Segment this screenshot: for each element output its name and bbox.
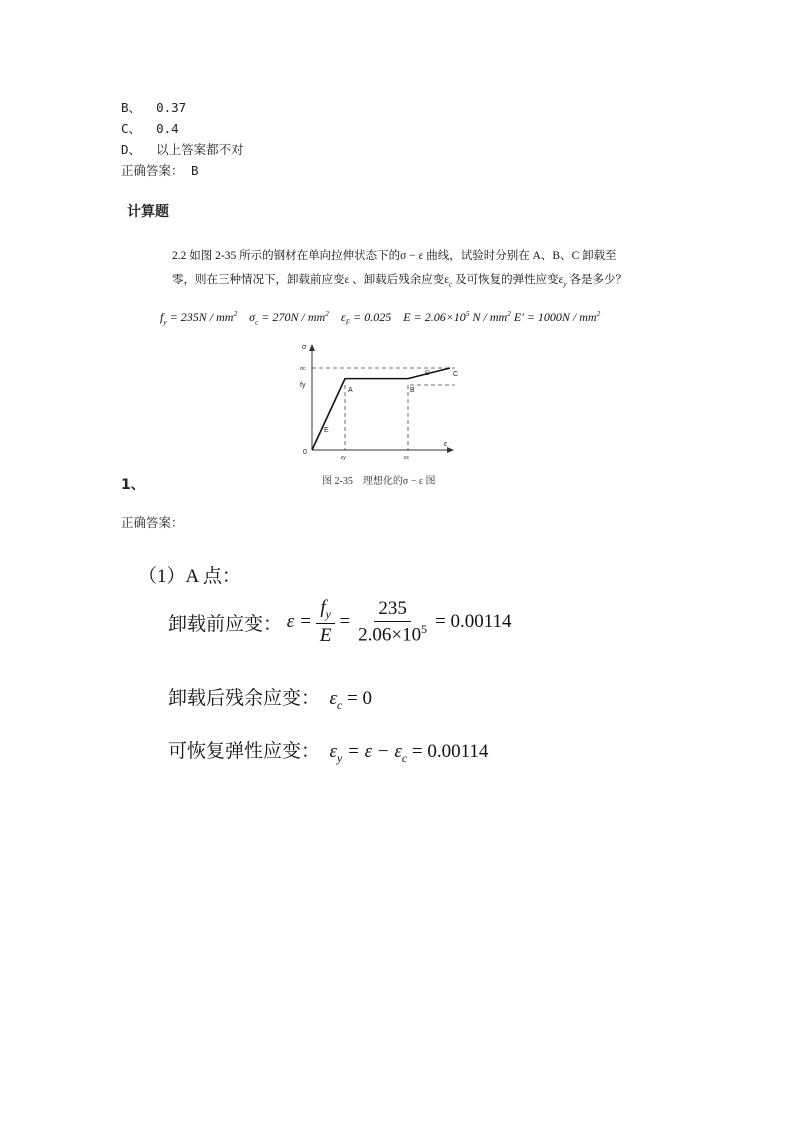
option-d — [121, 140, 244, 158]
fy-tick: fy — [300, 382, 306, 389]
fy-sup: 2 — [233, 309, 238, 318]
ef-param — [340, 310, 392, 327]
e-sup: 5 — [465, 309, 470, 318]
epsilon-symbol: ε = — [282, 611, 312, 633]
sub-y: y — [563, 280, 567, 289]
solution-heading: （1）A 点： — [138, 566, 241, 587]
epsilon-expression: $\varepsilon_y = \varepsilon - \varepsilon_c$ — [324, 741, 408, 765]
fy-sub: y — [163, 317, 167, 327]
option-b — [121, 98, 186, 116]
problem-line-2 — [172, 271, 627, 288]
solution-row-1 — [168, 598, 512, 647]
figure-caption: 图 2-35 理想化的σ − ε 图 — [322, 476, 436, 487]
solution-row-2 — [168, 683, 372, 713]
sc-symbol: σ — [249, 310, 256, 324]
sub-c: c — [449, 280, 453, 289]
e-unit: N / mm — [469, 310, 508, 324]
point-c-label: C — [453, 371, 459, 378]
y-arrow — [309, 344, 315, 351]
point-b-label: B — [410, 387, 415, 394]
modulus-e2-label: E' — [425, 371, 431, 377]
eps-b-tick: εs — [404, 455, 409, 461]
option-letter: C、 — [121, 121, 142, 136]
option-value: 以上答案都不对 — [156, 142, 244, 157]
correct-answer-value: B — [191, 163, 199, 178]
ef-symbol: ε — [340, 310, 346, 324]
parameters-line — [160, 309, 600, 326]
option-c — [121, 119, 179, 137]
sc-value: = 270N / mm — [258, 310, 326, 324]
y-axis-label: σ — [302, 344, 307, 351]
fy-value: = 235N / mm — [166, 310, 234, 324]
option-value: 0.4 — [156, 121, 179, 136]
e2-param — [514, 310, 600, 324]
fy-over-e-fraction — [316, 598, 336, 647]
x-arrow — [447, 447, 454, 453]
sc-param — [249, 309, 329, 327]
problem-line-2-mid: 及可恢复的弹性应变ε — [452, 274, 564, 286]
sigma-c-tick: σc — [300, 366, 306, 372]
equals-sign: = — [339, 611, 351, 633]
sc-sup: 2 — [325, 309, 329, 318]
x-axis-label: ε — [444, 441, 448, 448]
fy-param — [160, 309, 238, 327]
ef-value: = 0.025 — [350, 310, 392, 324]
option-letter: B、 — [121, 100, 142, 115]
correct-answer-label-2: 正确答案： — [121, 515, 184, 530]
correct-answer-line — [121, 161, 199, 179]
denominator-base: 2.06×10 — [358, 623, 422, 645]
modulus-e-label: E — [324, 427, 329, 434]
row3-result: = 0.00114 — [407, 741, 489, 762]
fraction-numerator: $f_y$ — [316, 598, 335, 624]
e-value: E = 2.06×10 — [403, 310, 466, 324]
numeric-denominator — [354, 622, 431, 646]
e-unit-sup: 2 — [507, 309, 511, 318]
row1-result: = 0.00114 — [435, 611, 512, 633]
row2-label: 卸载后残余应变： — [168, 688, 321, 709]
e2-value: E' = 1000N / mm — [513, 310, 597, 324]
question-number: 1、 — [121, 477, 145, 493]
fy-symbol: f — [160, 310, 164, 324]
row2-result: = 0 — [342, 688, 372, 709]
problem-line-2-text: 零，则在三种情况下，卸载前应变ε 、卸载后残余应变ε — [172, 274, 450, 286]
section-title: 计算题 — [127, 204, 169, 220]
point-a-label: A — [348, 387, 353, 394]
correct-answer-label: 正确答案： — [121, 163, 184, 178]
eps-y-tick: εy — [341, 455, 346, 461]
epsilon-c-symbol: $\varepsilon_c$ — [324, 688, 343, 712]
e2-sup: 2 — [596, 309, 601, 318]
row1-label: 卸载前应变： — [168, 613, 283, 635]
sigma-epsilon-curve — [312, 368, 450, 450]
option-letter: D、 — [121, 142, 142, 157]
numeric-numerator: 235 — [374, 599, 411, 622]
problem-line-2-end: 各是多少？ — [566, 274, 627, 286]
sc-sub: c — [255, 317, 259, 327]
stress-strain-figure — [290, 338, 460, 468]
option-value: 0.37 — [156, 100, 187, 115]
ef-sub: F — [345, 317, 351, 327]
row3-label: 可恢复弹性应变： — [168, 741, 321, 762]
numeric-fraction — [354, 599, 431, 646]
origin-label: 0 — [303, 449, 307, 456]
denominator-exponent: 5 — [421, 622, 428, 636]
problem-line-1: 2.2 如图 2-35 所示的钢材在单向拉伸状态下的σ − ε 曲线，试验时分别在 A、B、C 卸载至 — [172, 250, 617, 262]
fraction-denominator: E — [319, 624, 332, 646]
solution-row-3 — [168, 736, 488, 766]
e-param — [403, 310, 511, 324]
